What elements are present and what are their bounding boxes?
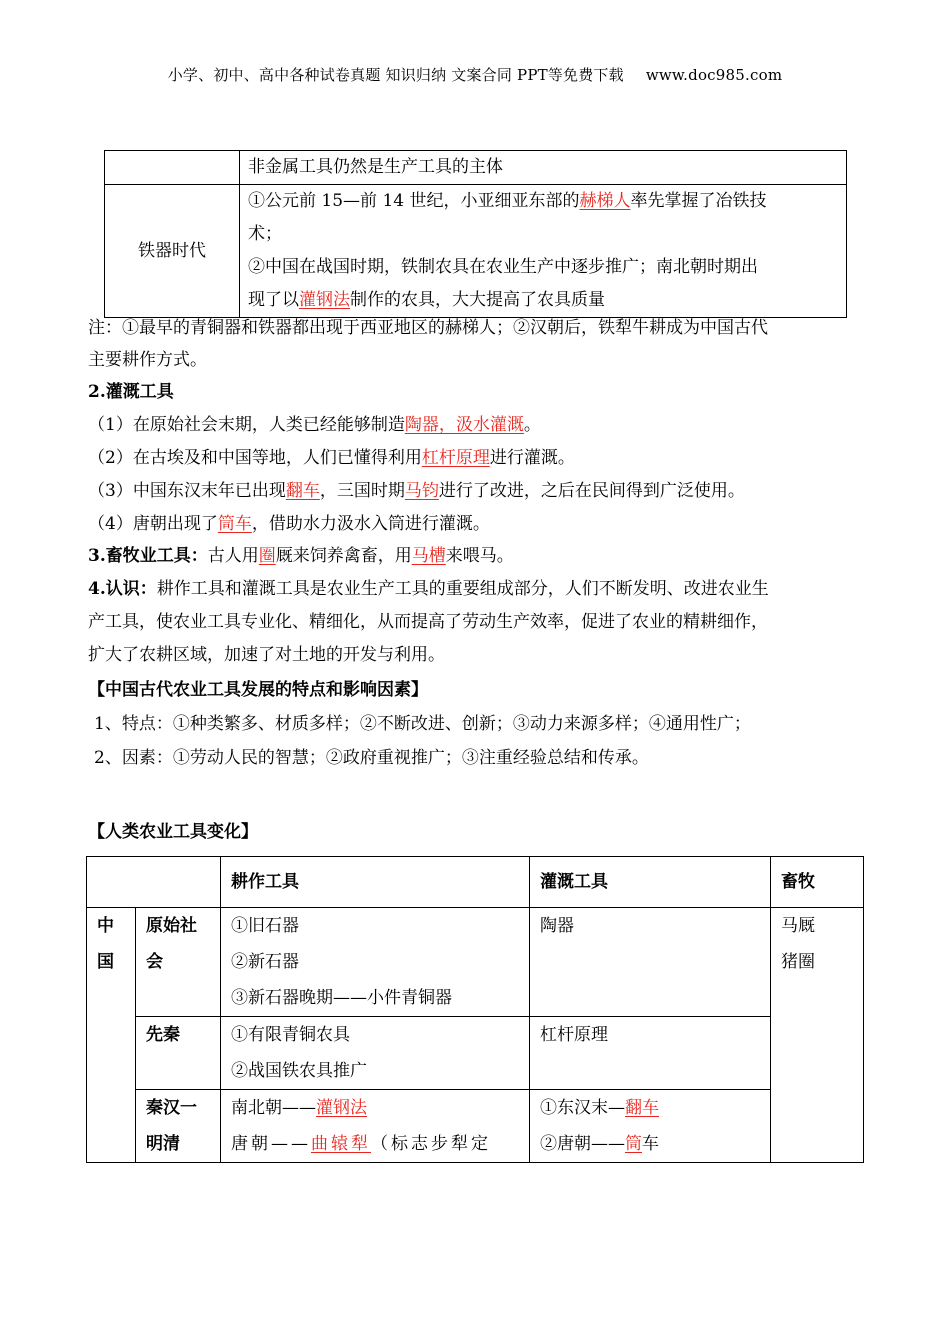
sec2-item-1: （1）在原始社会末期，人类已经能够制造陶器，汲水灌溉。 xyxy=(88,415,541,435)
section-2-title: 2.灌溉工具 xyxy=(88,382,174,402)
header-animal: 畜牧 xyxy=(771,857,864,908)
irrigation-cell: 陶器 xyxy=(530,908,771,1017)
section-3: 3.畜牧业工具：古人用圈厩来饲养禽畜，用马槽来喂马。 xyxy=(88,546,514,566)
iron-age-content: ①公元前 15—前 14 世纪，小亚细亚东部的赫梯人率先掌握了冶铁技 术； ②中国在战国时期，铁制农具在农业生产中逐步推广；南北朝时期出 现了以灌钢法制作的农具，大大提高了农具质量 xyxy=(240,185,847,318)
header-farming: 耕作工具 xyxy=(221,857,530,908)
sec2-item-3: （3）中国东汉末年已出现翻车，三国时期马钧进行了改进，之后在民间得到广泛使用。 xyxy=(88,481,745,501)
period-cell: 秦汉一明清 xyxy=(136,1090,221,1163)
header-cell-empty xyxy=(87,857,221,908)
page-header xyxy=(0,64,950,85)
note-line-2: 主要耕作方式。 xyxy=(88,350,207,370)
table-row xyxy=(87,1090,864,1163)
features-title: 【中国古代农业工具发展的特点和影响因素】 xyxy=(88,680,428,700)
table-cell-empty xyxy=(105,151,240,185)
animal-cell: 马厩 猪圈 xyxy=(771,908,864,1163)
iron-age-table xyxy=(104,150,847,318)
header-site[interactable]: www.doc985.com xyxy=(645,66,783,84)
features-line-2: 2、因素：①劳动人民的智慧；②政府重视推广；③注重经验总结和传承。 xyxy=(94,748,649,768)
irrigation-cell: 杠杆原理 xyxy=(530,1017,771,1090)
farming-cell: ①有限青铜农具 ②战国铁农具推广 xyxy=(221,1017,530,1090)
table-cell: 非金属工具仍然是生产工具的主体 xyxy=(240,151,847,185)
table-header-row xyxy=(87,857,864,908)
irrigation-cell: ①东汉末—翻车 ②唐朝——筒车 xyxy=(530,1090,771,1163)
header-irrigation: 灌溉工具 xyxy=(530,857,771,908)
table-row xyxy=(87,1017,864,1090)
sec2-item-4: （4）唐朝出现了筒车，借助水力汲水入筒进行灌溉。 xyxy=(88,514,490,534)
table-row xyxy=(105,185,847,318)
section-4-line-1: 4.认识：耕作工具和灌溉工具是农业生产工具的重要组成部分，人们不断发明、改进农业生 xyxy=(88,579,769,599)
section-4-line-2: 产工具，使农业工具专业化、精细化，从而提高了劳动生产效率，促进了农业的精耕细作， xyxy=(88,612,768,632)
note-line-1: 注：①最早的青铜器和铁器都出现于西亚地区的赫梯人；②汉朝后，铁犁牛耕成为中国古代 xyxy=(88,318,768,338)
sec2-item-2: （2）在古埃及和中国等地，人们已懂得利用杠杆原理进行灌溉。 xyxy=(88,448,575,468)
country-cell: 中国 xyxy=(87,908,136,1163)
iron-age-label: 铁器时代 xyxy=(105,185,240,318)
period-cell: 先秦 xyxy=(136,1017,221,1090)
changes-title: 【人类农业工具变化】 xyxy=(88,822,258,842)
farming-cell: ①旧石器 ②新石器 ③新石器晚期——小件青铜器 xyxy=(221,908,530,1017)
table-row xyxy=(87,908,864,1017)
table-row xyxy=(105,151,847,185)
features-line-1: 1、特点：①种类繁多、材质多样；②不断改进、创新；③动力来源多样；④通用性广； xyxy=(94,714,751,734)
keyword-hittites: 赫梯人 xyxy=(579,191,631,211)
tool-changes-table xyxy=(86,856,864,1163)
header-text: 小学、初中、高中各种试卷真题 知识归纳 文案合同 PPT等免费下载 xyxy=(167,66,624,84)
section-4-line-3: 扩大了农耕区域，加速了对土地的开发与利用。 xyxy=(88,645,445,665)
keyword-steel: 灌钢法 xyxy=(299,290,350,310)
period-cell: 原始社会 xyxy=(136,908,221,1017)
farming-cell: 南北朝——灌钢法 唐朝——曲辕犁（标志步犁定 xyxy=(221,1090,530,1163)
